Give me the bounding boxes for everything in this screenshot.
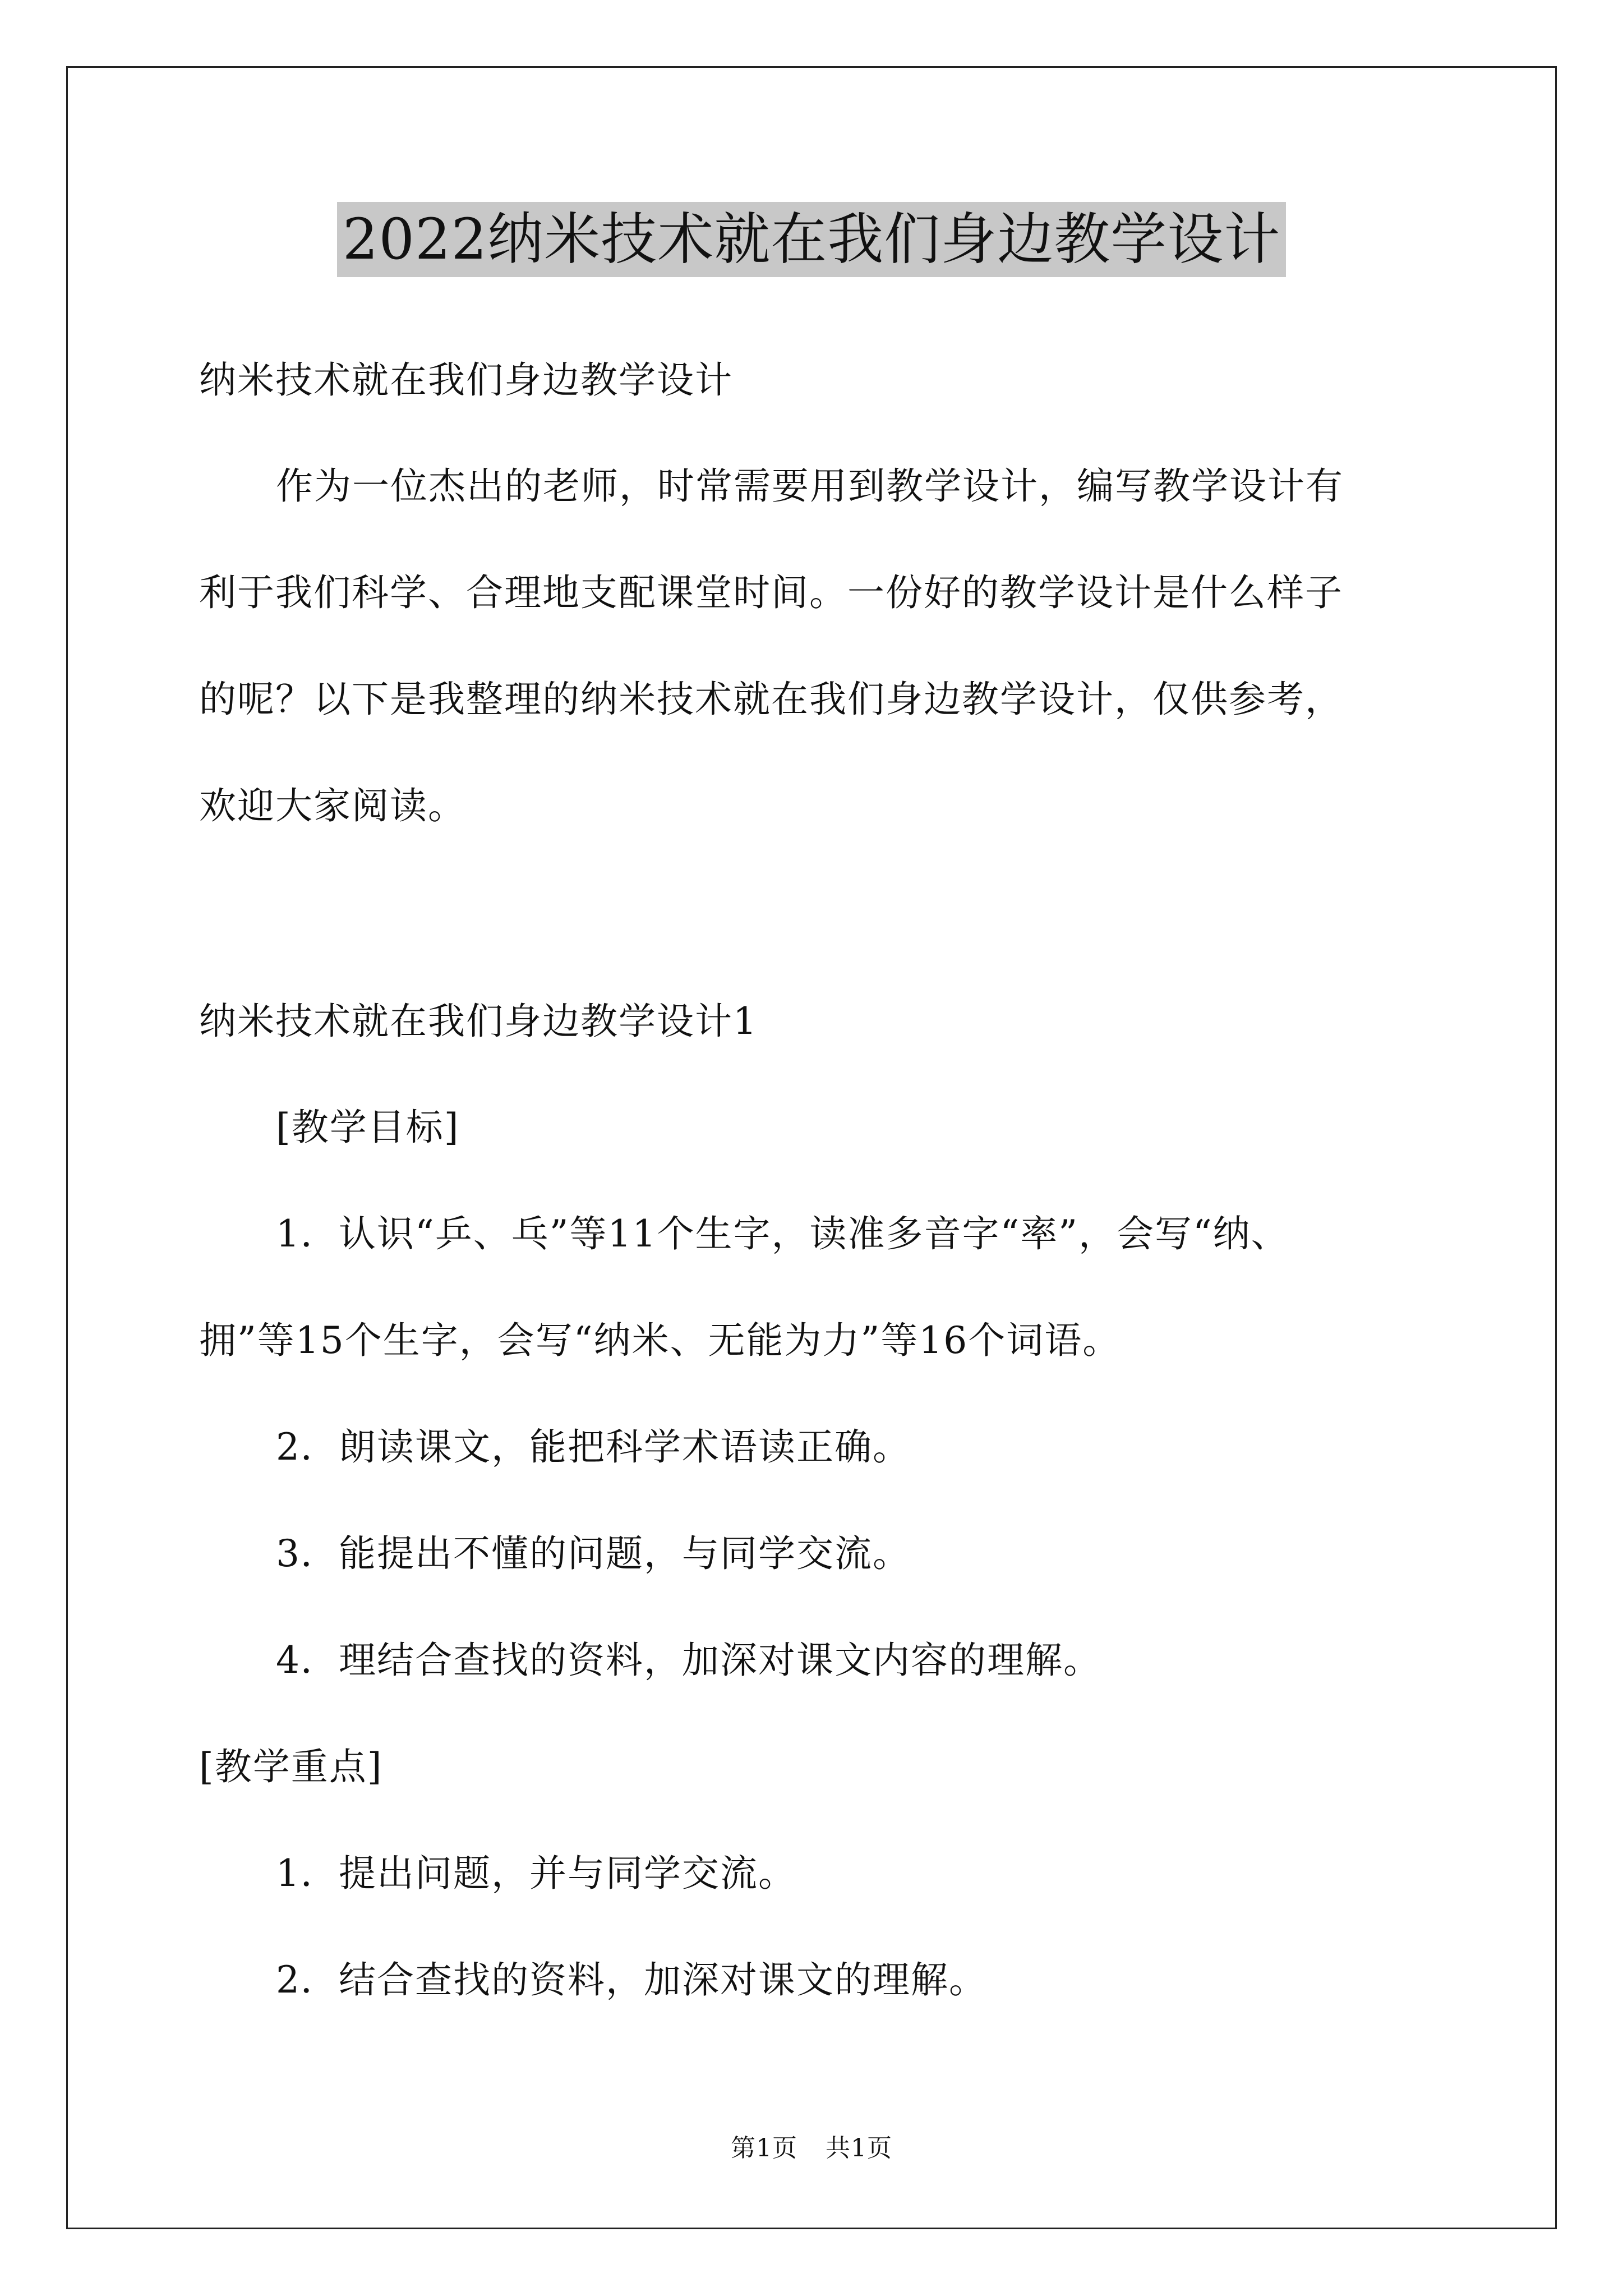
title-container xyxy=(0,202,1623,277)
goals-heading: [教学目标] xyxy=(276,1106,460,1149)
section-heading: 纳米技术就在我们身边教学设计1 xyxy=(199,1000,758,1043)
goal-item-2: 2．朗读课文，能把科学术语读正确。 xyxy=(276,1425,911,1469)
page-number: 第1页 xyxy=(731,2134,797,2162)
document-title: 2022纳米技术就在我们身边教学设计 xyxy=(337,202,1287,277)
goal-item-4: 4．理结合查找的资料，加深对课文内容的理解。 xyxy=(276,1639,1101,1682)
focus-heading: [教学重点] xyxy=(199,1745,383,1788)
page-total: 共1页 xyxy=(826,2134,892,2162)
goal-item-3: 3．能提出不懂的问题，与同学交流。 xyxy=(276,1532,911,1575)
focus-item-1: 1．提出问题，并与同学交流。 xyxy=(276,1852,796,1895)
intro-line-2: 利于我们科学、合理地支配课堂时间。一份好的教学设计是什么样子 xyxy=(199,571,1343,614)
goal-item-1-continued: 拥”等15个生字，会写“纳米、无能为力”等16个词语。 xyxy=(199,1319,1121,1362)
intro-line-4: 欢迎大家阅读。 xyxy=(199,784,466,827)
intro-line-1: 作为一位杰出的老师，时常需要用到教学设计，编写教学设计有 xyxy=(276,464,1344,508)
page-footer xyxy=(0,2133,1623,2164)
intro-line-3: 的呢？以下是我整理的纳米技术就在我们身边教学设计，仅供参考， xyxy=(199,678,1343,721)
document-subtitle: 纳米技术就在我们身边教学设计 xyxy=(199,358,733,402)
goal-item-1: 1．认识“乒、乓”等11个生字，读准多音字“率”，会写“纳、 xyxy=(276,1212,1289,1255)
focus-item-2: 2．结合查找的资料，加深对课文的理解。 xyxy=(276,1958,987,2001)
